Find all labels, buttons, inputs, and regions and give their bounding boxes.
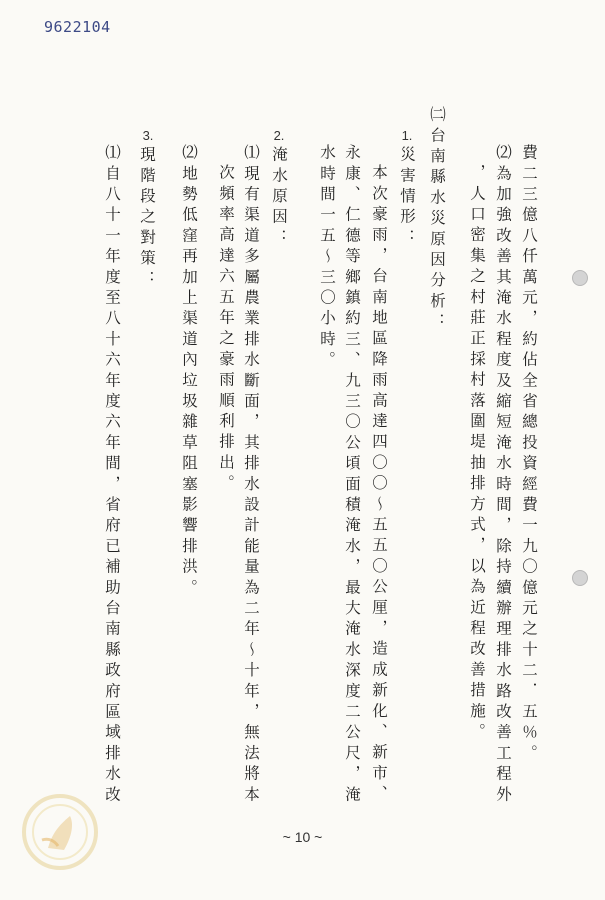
item-number-2: 2. [273, 128, 285, 143]
logo-watermark [18, 790, 102, 874]
section-heading: ㈡台南縣水災原因分析： [428, 106, 446, 334]
text-column: 本次豪雨，台南地區降雨高達四〇〇～五五〇公厘，造成新化、新市、 [370, 164, 388, 806]
punch-hole [572, 270, 588, 286]
document-number-stamp: 9622104 [44, 18, 111, 36]
text-column: ⑴自八十一年度至八十六年度六年間，省府已補助台南縣政府區域排水改 [103, 144, 121, 807]
text-column: 費二三億八仟萬元，約佔全省總投資經費一九〇億元之十二．五％。 [520, 144, 538, 765]
text-column: 水時間一五～三〇小時。 [318, 144, 336, 372]
text-column: ⑵為加強改善其淹水程度及縮短淹水時間，除持續辦理排水路改善工程外 [494, 144, 512, 807]
item-number-3: 3. [142, 128, 154, 143]
subsection-heading: 淹水原因： [270, 146, 288, 250]
text-column: 次頻率高達六五年之豪雨順利排出。 [217, 164, 235, 496]
text-column: ，人口密集之村莊正採村落圍堤抽排方式，以為近程改善措施。 [468, 164, 486, 744]
page-number: ~ 10 ~ [282, 829, 323, 845]
text-column: 永康、仁德等鄉鎮約三、九三〇公頃面積淹水，最大淹水深度二公尺，淹 [343, 144, 361, 807]
punch-hole [572, 570, 588, 586]
subsection-heading: 災害情形： [398, 146, 416, 250]
item-number-1: 1. [401, 128, 413, 143]
subsection-heading: 現階段之對策： [138, 146, 156, 291]
text-column: ⑴現有渠道多屬農業排水斷面，其排水設計能量為二年～十年，無法將本 [242, 144, 260, 807]
text-column: ⑵地勢低窪再加上渠道內垃圾雜草阻塞影響排洪。 [180, 144, 198, 600]
